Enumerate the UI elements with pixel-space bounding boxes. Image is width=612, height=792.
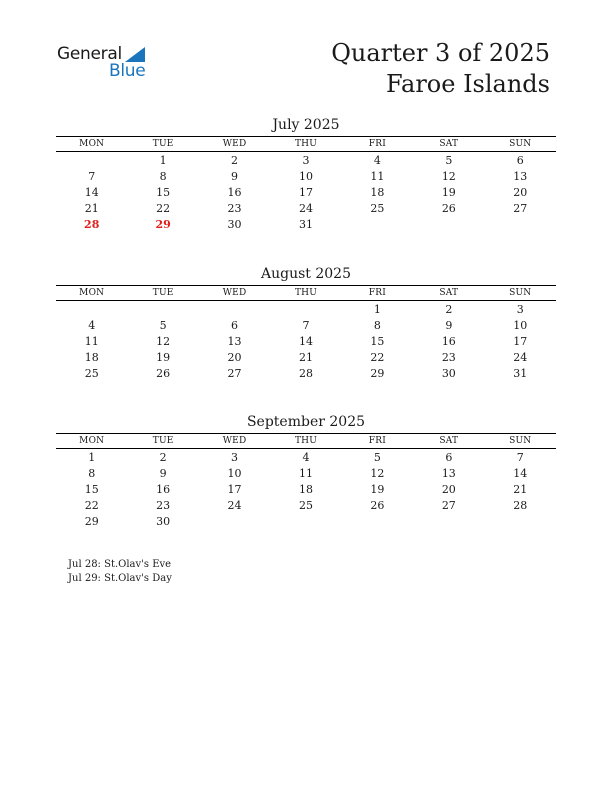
weekday-label: SUN [509,139,532,149]
week-row [56,349,556,365]
day-cell: 18 [370,185,385,199]
day-cell: 6 [516,153,524,167]
day-cell: 29 [84,514,99,528]
day-cell: 2 [445,302,453,316]
day-cell: 24 [513,350,528,364]
day-cell: 27 [513,201,528,215]
day-cell: 14 [298,334,313,348]
weekday-label: THU [294,288,317,298]
day-cell: 2 [231,153,239,167]
week-row [56,317,556,333]
weekday-label: THU [294,139,317,149]
month-calendar-july [56,116,556,232]
day-cell: 30 [156,514,171,528]
day-cell: 31 [298,217,313,231]
day-cell: 7 [88,169,96,183]
day-cell: 19 [441,185,456,199]
day-cell: 8 [88,466,96,480]
day-cell: 12 [370,466,385,480]
weekday-label: SUN [509,436,532,446]
day-cell: 26 [370,498,385,512]
day-cell: 9 [445,318,453,332]
weekday-label: MON [79,436,105,446]
day-cell: 15 [84,482,99,496]
day-cell: 31 [513,366,528,380]
logo-text-blue: Blue [109,61,146,81]
day-cell: 25 [298,498,313,512]
day-cell: 29 [370,366,385,380]
day-cell: 16 [441,334,456,348]
day-cell: 10 [227,466,242,480]
day-cell: 12 [156,334,171,348]
week-row [56,365,556,381]
week-row [56,481,556,497]
day-cell: 20 [441,482,456,496]
week-row [56,497,556,513]
day-cell: 22 [84,498,99,512]
day-cell: 22 [370,350,385,364]
month-name: September 2025 [246,414,366,430]
day-cell: 18 [84,350,99,364]
day-cell: 23 [227,201,242,215]
day-cell: 25 [84,366,99,380]
weekday-label: MON [79,288,105,298]
day-cell: 7 [516,450,524,464]
day-cell: 30 [441,366,456,380]
day-cell: 13 [441,466,456,480]
day-cell: 17 [227,482,242,496]
weekday-label: TUE [152,288,174,298]
weekday-label: TUE [152,436,174,446]
day-cell: 14 [84,185,99,199]
day-cell: 30 [227,217,242,231]
weekday-label: TUE [152,139,174,149]
day-cell: 27 [227,366,242,380]
weekday-label: FRI [368,139,386,149]
day-cell: 14 [513,466,528,480]
day-cell: 10 [298,169,313,183]
weekday-label: WED [222,436,247,446]
day-cell: 28 [298,366,313,380]
day-cell: 8 [373,318,381,332]
day-cell: 15 [156,185,171,199]
week-row [56,168,556,184]
day-cell: 16 [227,185,242,199]
month-calendar-september [56,413,556,529]
day-cell: 12 [441,169,456,183]
weekday-label: FRI [368,436,386,446]
day-cell: 27 [441,498,456,512]
week-row [56,513,556,529]
day-cell: 24 [298,201,313,215]
weekday-label: SUN [509,288,532,298]
weekday-label: MON [79,139,105,149]
day-cell: 13 [227,334,242,348]
day-cell: 28 [84,217,100,231]
weekday-label: FRI [368,288,386,298]
day-cell: 21 [298,350,313,364]
day-cell: 5 [159,318,167,332]
logo-text-general: General [57,44,122,64]
weekday-label: SAT [439,288,459,298]
month-calendar-august [56,265,556,381]
day-cell: 3 [516,302,524,316]
day-cell: 4 [88,318,96,332]
day-cell: 20 [227,350,242,364]
weekday-label: SAT [439,436,459,446]
day-cell: 6 [445,450,453,464]
week-row [56,333,556,349]
weekday-header [56,285,556,301]
day-cell: 1 [373,302,381,316]
day-cell: 26 [441,201,456,215]
day-cell: 19 [370,482,385,496]
quarter-title: Quarter 3 of 2025 [331,39,550,67]
week-row [56,152,556,168]
day-cell: 29 [155,217,171,231]
day-cell: 17 [513,334,528,348]
day-cell: 22 [156,201,171,215]
weekday-label: WED [222,139,247,149]
day-cell: 26 [156,366,171,380]
month-name: July 2025 [272,117,340,133]
day-cell: 4 [373,153,381,167]
day-cell: 5 [373,450,381,464]
day-cell: 21 [513,482,528,496]
day-cell: 11 [84,334,99,348]
weekday-header [56,136,556,152]
day-cell: 11 [370,169,385,183]
general-blue-logo [57,44,157,84]
day-cell: 3 [302,153,310,167]
day-cell: 25 [370,201,385,215]
day-cell: 6 [231,318,239,332]
day-cell: 4 [302,450,310,464]
day-cell: 1 [159,153,167,167]
week-row [56,449,556,465]
week-row [56,184,556,200]
country-title: Faroe Islands [385,70,550,98]
day-cell: 5 [445,153,453,167]
day-cell: 2 [159,450,167,464]
day-cell: 16 [156,482,171,496]
day-cell: 9 [159,466,167,480]
day-cell: 23 [441,350,456,364]
day-cell: 15 [370,334,385,348]
weekday-header [56,433,556,449]
holiday-notes [68,558,172,586]
day-cell: 8 [159,169,167,183]
day-cell: 23 [156,498,171,512]
page-title [331,38,550,100]
day-cell: 20 [513,185,528,199]
day-cell: 10 [513,318,528,332]
day-cell: 17 [298,185,313,199]
holiday-note: Jul 29: St.Olav's Day [68,573,172,584]
day-cell: 24 [227,498,242,512]
day-cell: 11 [298,466,313,480]
weekday-label: WED [222,288,247,298]
month-name: August 2025 [261,266,351,282]
day-cell: 7 [302,318,310,332]
day-cell: 19 [156,350,171,364]
week-row [56,216,556,232]
day-cell: 1 [88,450,96,464]
week-row [56,200,556,216]
weekday-label: THU [294,436,317,446]
day-cell: 21 [84,201,99,215]
day-cell: 13 [513,169,528,183]
logo-triangle-icon [125,47,145,62]
day-cell: 3 [231,450,239,464]
week-row [56,301,556,317]
weekday-label: SAT [439,139,459,149]
week-row [56,465,556,481]
day-cell: 9 [231,169,239,183]
day-cell: 18 [298,482,313,496]
holiday-note: Jul 28: St.Olav's Eve [68,559,172,570]
day-cell: 28 [513,498,528,512]
